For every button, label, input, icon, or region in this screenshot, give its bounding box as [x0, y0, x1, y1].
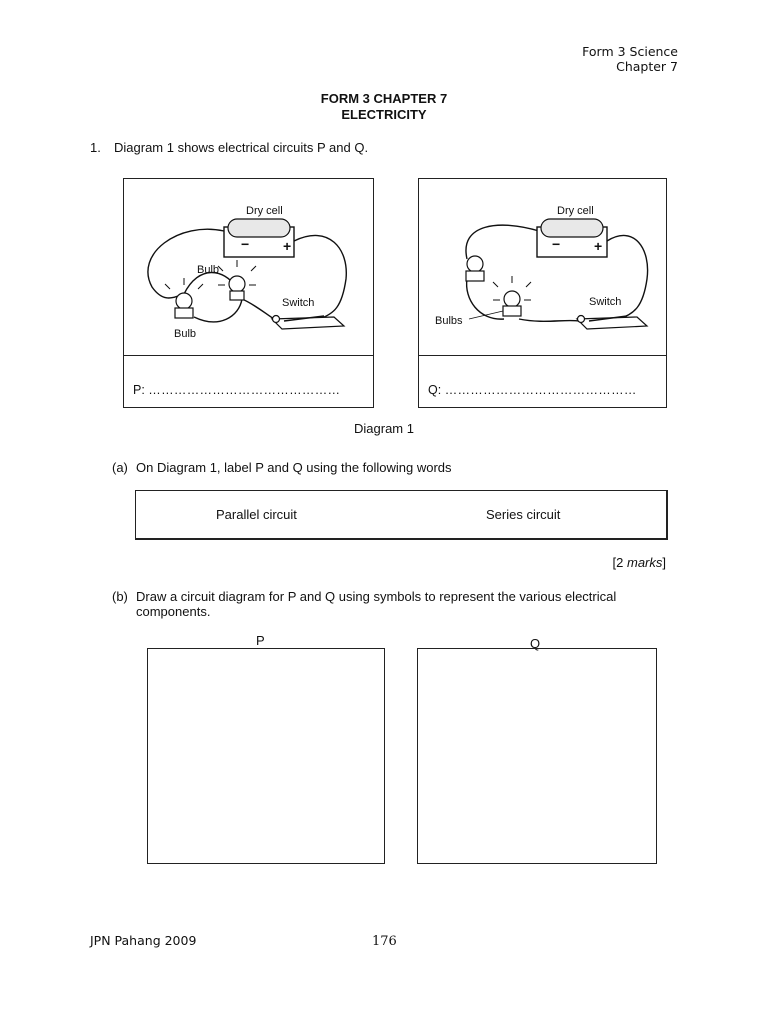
word-parallel-circuit: Parallel circuit — [216, 507, 297, 522]
label-minus-p: − — [241, 236, 250, 252]
header-chapter: Chapter 7 — [616, 59, 678, 74]
label-minus-q: − — [552, 236, 561, 252]
answer-line-q — [428, 383, 637, 397]
page-header — [582, 44, 678, 74]
bulb-icon — [218, 260, 256, 300]
marks-close: ] — [662, 555, 666, 570]
label-switch-q: Switch — [589, 296, 622, 308]
answer-dots-p: ……………………………………… — [148, 383, 341, 397]
draw-box-p[interactable] — [147, 648, 385, 864]
bulb-icon — [466, 256, 484, 281]
page-title — [0, 91, 768, 123]
answer-prefix-q: Q: — [428, 383, 442, 397]
label-dry-cell-p: Dry cell — [246, 205, 283, 217]
diagram-caption: Diagram 1 — [354, 421, 414, 436]
bulb-icon — [493, 276, 531, 316]
label-switch-p: Switch — [282, 297, 315, 309]
word-bank — [135, 490, 668, 540]
question-number: 1. — [90, 140, 101, 155]
footer-source: JPN Pahang 2009 — [90, 933, 197, 948]
draw-box-q[interactable] — [417, 648, 657, 864]
title-line-2: ELECTRICITY — [341, 107, 427, 122]
circuit-p-illustration — [124, 179, 373, 355]
answer-dots-q: ……………………………………… — [444, 383, 637, 397]
question-1 — [90, 140, 368, 155]
marks-open: [2 — [612, 555, 627, 570]
part-b — [112, 589, 672, 619]
marks-indicator — [613, 555, 666, 570]
diagram-q-separator — [419, 355, 666, 356]
page-number: 176 — [372, 934, 397, 949]
switch-icon — [577, 316, 647, 330]
label-plus-p: + — [283, 238, 292, 254]
switch-icon — [272, 316, 344, 330]
diagram-p-separator — [124, 355, 373, 356]
answer-prefix-p: P: — [133, 383, 145, 397]
label-bulb-bottom-p: Bulb — [174, 328, 197, 340]
label-bulb-top-p: Bulb — [197, 264, 220, 276]
part-a-text: On Diagram 1, label P and Q using the following words — [136, 460, 452, 475]
answer-line-p — [133, 383, 340, 397]
question-text: Diagram 1 shows electrical circuits P and Q. — [114, 140, 369, 155]
part-b-text-line-1: Draw a circuit diagram for P and Q using symbols to represent the various electrical — [136, 589, 617, 604]
title-line-1: FORM 3 CHAPTER 7 — [320, 91, 448, 106]
marks-word: marks — [626, 555, 663, 570]
draw-box-q-label: Q — [530, 636, 541, 651]
diagram-box-p — [123, 178, 374, 408]
part-a — [112, 460, 452, 475]
part-b-text-line-2: components. — [136, 604, 211, 619]
label-dry-cell-q: Dry cell — [557, 205, 594, 217]
label-bulbs-q: Bulbs — [435, 315, 463, 327]
circuit-q-illustration — [419, 179, 666, 355]
label-plus-q: + — [594, 238, 603, 254]
header-subject: Form 3 Science — [582, 44, 678, 59]
part-b-label: (b) — [112, 589, 128, 604]
draw-box-p-label: P — [256, 633, 265, 648]
word-series-circuit: Series circuit — [486, 507, 561, 522]
part-a-label: (a) — [112, 460, 128, 475]
diagram-box-q — [418, 178, 667, 408]
